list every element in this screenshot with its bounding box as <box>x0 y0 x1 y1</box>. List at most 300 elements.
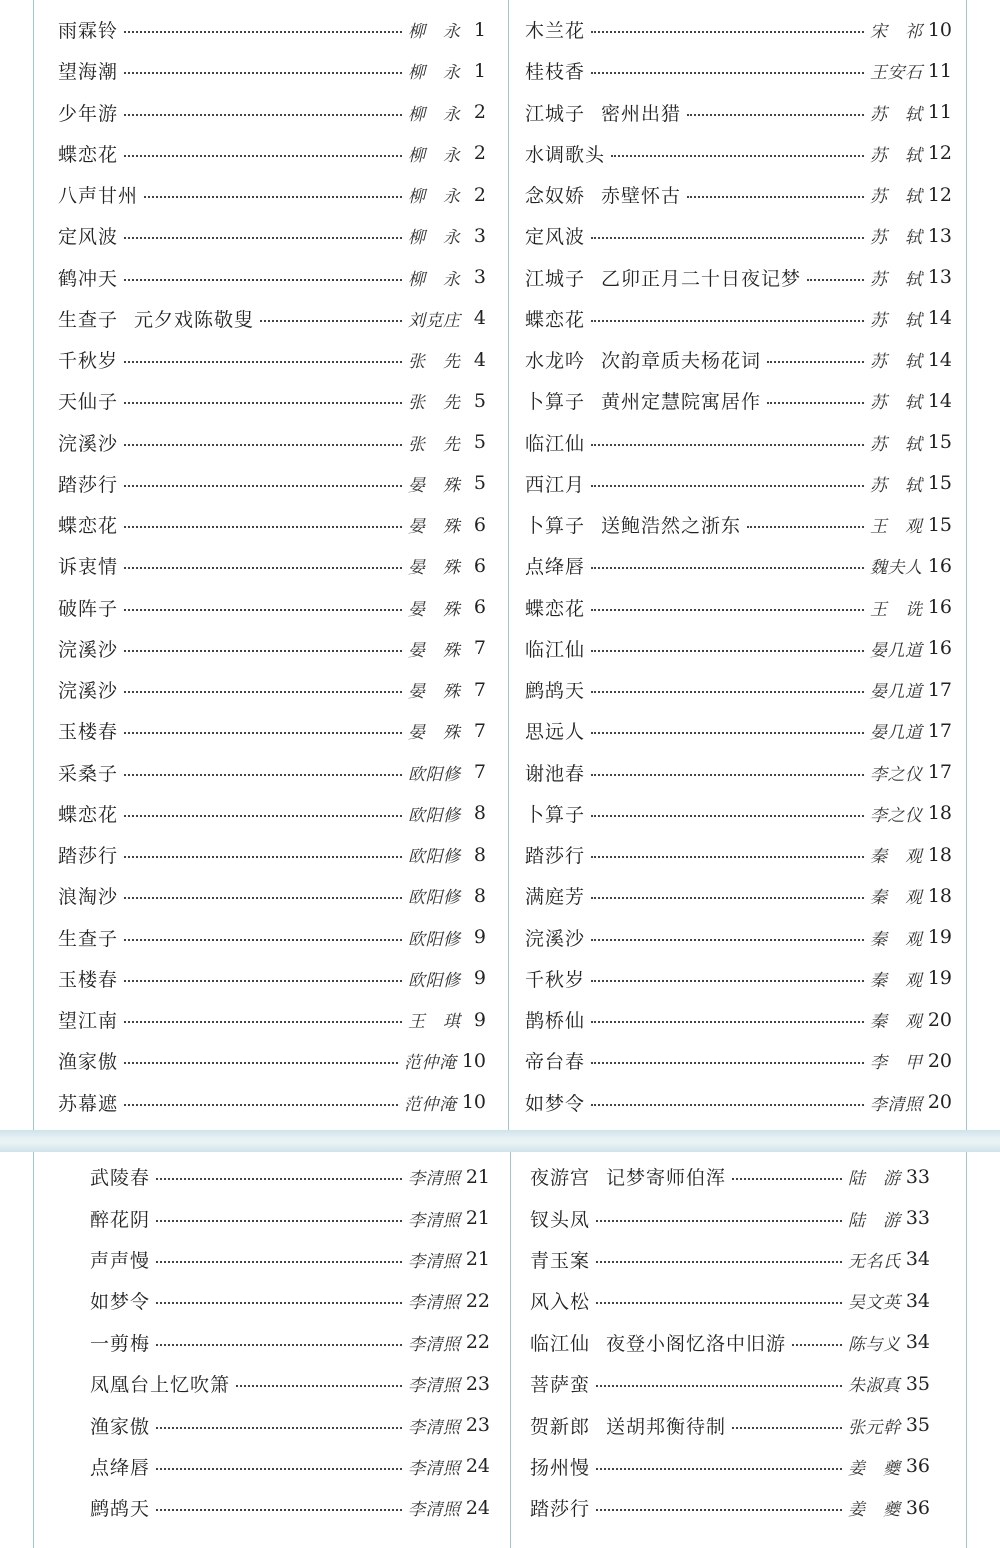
entry-page-number: 19 <box>927 967 952 990</box>
entry-title <box>525 759 585 786</box>
toc-entry <box>525 834 952 875</box>
toc-entry <box>58 793 486 834</box>
toc-entry <box>525 504 952 545</box>
entry-page-number: 10 <box>927 18 952 41</box>
dot-leader <box>807 260 864 281</box>
dot-leader <box>591 53 864 74</box>
entry-author: 秦 观 <box>870 888 922 909</box>
entry-author: 陆 游 <box>848 1169 900 1190</box>
entry-author: 李清照 <box>408 1458 460 1479</box>
entry-title <box>530 1494 590 1521</box>
toc-entry <box>90 1363 490 1404</box>
toc-entry <box>58 545 486 586</box>
entry-page-number: 36 <box>905 1496 930 1519</box>
toc-entry <box>58 257 486 298</box>
entry-title-text: 蝶恋花 <box>525 308 586 331</box>
entry-page-number: 6 <box>473 554 486 577</box>
dot-leader <box>124 53 402 74</box>
dot-leader <box>591 301 864 322</box>
toc-entry <box>525 174 952 215</box>
dot-leader <box>732 1408 842 1429</box>
dot-leader <box>591 1085 864 1106</box>
entry-title <box>58 635 118 662</box>
entry-author: 吴文英 <box>848 1293 900 1314</box>
entry-title <box>58 264 118 291</box>
entry-page-number: 10 <box>461 1049 486 1072</box>
toc-column-right <box>525 9 952 1123</box>
dot-leader <box>591 672 864 693</box>
entry-title <box>525 387 761 414</box>
entry-page-number: 23 <box>465 1414 490 1437</box>
dot-leader <box>124 1043 398 1064</box>
entry-title <box>58 511 118 538</box>
entry-title-text: 临江仙 <box>525 432 586 455</box>
entry-title <box>58 800 118 827</box>
dot-leader <box>591 796 864 817</box>
dot-leader <box>596 1201 842 1222</box>
toc-entry <box>90 1156 490 1197</box>
entry-title <box>525 717 585 744</box>
entry-title <box>58 346 118 373</box>
entry-author: 朱淑真 <box>848 1376 900 1397</box>
toc-entry <box>530 1239 930 1280</box>
entry-title-text: 思远人 <box>525 721 586 744</box>
entry-author: 晏几道 <box>870 682 922 703</box>
entry-title-text: 念奴娇 <box>525 185 586 208</box>
toc-entry <box>525 628 952 669</box>
toc-entry <box>530 1280 930 1321</box>
entry-subtitle: 密州出猎 <box>601 102 682 125</box>
entry-title-text: 千秋岁 <box>58 350 119 373</box>
entry-page-number: 5 <box>473 472 486 495</box>
entry-author: 秦 观 <box>870 929 922 950</box>
entry-title <box>525 882 585 909</box>
entry-page-number: 6 <box>473 513 486 536</box>
entry-page-number: 7 <box>473 637 486 660</box>
entry-author: 刘克庄 <box>408 310 460 331</box>
toc-entry <box>530 1156 930 1197</box>
entry-author: 晏 殊 <box>408 640 460 661</box>
dot-leader <box>747 507 864 528</box>
entry-title-text: 浣溪沙 <box>525 927 586 950</box>
entry-title-text: 临江仙 <box>530 1332 591 1355</box>
dot-leader <box>124 920 402 941</box>
entry-author: 苏 轼 <box>870 475 922 496</box>
toc-entry <box>58 298 486 339</box>
dot-leader <box>124 1085 398 1106</box>
entry-page-number: 20 <box>927 1008 952 1031</box>
entry-author: 李 甲 <box>870 1053 922 1074</box>
entry-author: 姜 夔 <box>848 1500 900 1521</box>
entry-subtitle: 送鲍浩然之浙东 <box>601 515 742 538</box>
entry-page-number: 34 <box>905 1289 930 1312</box>
dot-leader <box>596 1366 842 1387</box>
entry-title <box>58 759 118 786</box>
entry-title <box>58 181 138 208</box>
toc-entry <box>530 1404 930 1445</box>
entry-title <box>525 800 585 827</box>
toc-entry <box>525 215 952 256</box>
entry-author: 苏 轼 <box>870 434 922 455</box>
entry-page-number: 22 <box>465 1331 490 1354</box>
toc-entry <box>58 958 486 999</box>
dot-leader <box>124 260 402 281</box>
entry-page-number: 22 <box>465 1289 490 1312</box>
entry-page-number: 8 <box>473 884 486 907</box>
toc-entry <box>525 587 952 628</box>
toc-entry <box>530 1322 930 1363</box>
page-separator <box>0 1130 1000 1152</box>
entry-author: 秦 观 <box>870 1012 922 1033</box>
entry-title <box>58 140 118 167</box>
toc-entry <box>58 875 486 916</box>
toc-entry <box>90 1322 490 1363</box>
entry-title-text: 水龙吟 <box>525 350 586 373</box>
entry-page-number: 15 <box>927 472 952 495</box>
dot-leader <box>591 920 864 941</box>
entry-author: 张 先 <box>408 352 460 373</box>
entry-title-text: 蝶恋花 <box>525 597 586 620</box>
toc-entry <box>525 298 952 339</box>
entry-title-text: 江城子 <box>525 267 586 290</box>
dot-leader <box>767 342 864 363</box>
entry-title-text: 定风波 <box>525 226 586 249</box>
toc-entry <box>58 999 486 1040</box>
dot-leader <box>124 342 402 363</box>
entry-title <box>90 1205 150 1232</box>
toc-entry <box>58 422 486 463</box>
entry-author: 李清照 <box>408 1210 460 1231</box>
entry-page-number: 3 <box>473 266 486 289</box>
entry-page-number: 9 <box>473 926 486 949</box>
entry-author: 张 先 <box>408 434 460 455</box>
entry-title <box>90 1412 150 1439</box>
toc-column-left <box>90 1156 490 1529</box>
entry-title-text: 鹧鸪天 <box>90 1498 151 1521</box>
entry-title <box>525 140 605 167</box>
entry-page-number: 5 <box>473 431 486 454</box>
dot-leader <box>124 12 402 33</box>
entry-author: 欧阳修 <box>408 970 460 991</box>
toc-entry <box>58 463 486 504</box>
entry-page-number: 14 <box>927 348 952 371</box>
entry-title-text: 菩萨蛮 <box>530 1374 591 1397</box>
entry-title-text: 醉花阴 <box>90 1208 151 1231</box>
entry-title <box>525 99 681 126</box>
entry-subtitle: 送胡邦衡待制 <box>606 1415 727 1438</box>
entry-page-number: 12 <box>927 142 952 165</box>
entry-title-text: 点绛唇 <box>525 556 586 579</box>
entry-title <box>525 965 585 992</box>
dot-leader <box>156 1242 402 1263</box>
entry-author: 柳 永 <box>408 187 460 208</box>
entry-title-text: 千秋岁 <box>525 968 586 991</box>
entry-title-text: 八声甘州 <box>58 185 139 208</box>
toc-entry <box>58 380 486 421</box>
dot-leader <box>156 1449 402 1470</box>
dot-leader <box>591 631 864 652</box>
entry-author: 秦 观 <box>870 970 922 991</box>
entry-author: 欧阳修 <box>408 764 460 785</box>
entry-title-text: 诉衷情 <box>58 556 119 579</box>
entry-title-text: 望江南 <box>58 1010 119 1033</box>
entry-author: 陆 游 <box>848 1210 900 1231</box>
entry-page-number: 17 <box>927 719 952 742</box>
entry-author: 秦 观 <box>870 847 922 868</box>
entry-title <box>58 924 118 951</box>
dot-leader <box>124 425 402 446</box>
entry-author: 苏 轼 <box>870 187 922 208</box>
entry-author: 李清照 <box>408 1417 460 1438</box>
toc-entry <box>525 133 952 174</box>
entry-page-number: 10 <box>461 1091 486 1114</box>
entry-title <box>58 1089 118 1116</box>
entry-title <box>90 1370 230 1397</box>
entry-author: 欧阳修 <box>408 888 460 909</box>
entry-title <box>58 965 118 992</box>
entry-title-text: 少年游 <box>58 102 119 125</box>
toc-entry <box>58 628 486 669</box>
dot-leader <box>124 631 402 652</box>
entry-subtitle: 元夕戏陈敬叟 <box>134 308 255 331</box>
entry-title <box>58 1047 118 1074</box>
entry-title <box>525 305 585 332</box>
entry-author: 欧阳修 <box>408 847 460 868</box>
toc-entry <box>530 1487 930 1528</box>
dot-leader <box>591 590 864 611</box>
dot-leader <box>591 1043 864 1064</box>
entry-author: 李清照 <box>408 1251 460 1272</box>
entry-title <box>525 924 585 951</box>
toc-entry <box>525 50 952 91</box>
entry-title <box>58 470 118 497</box>
dot-leader <box>596 1449 842 1470</box>
entry-author: 晏 殊 <box>408 558 460 579</box>
entry-title-text: 钗头凤 <box>530 1208 591 1231</box>
toc-entry <box>58 1040 486 1081</box>
entry-author: 魏夫人 <box>870 558 922 579</box>
toc-entry <box>58 752 486 793</box>
entry-title-text: 临江仙 <box>525 638 586 661</box>
toc-entry <box>525 917 952 958</box>
entry-author: 晏 殊 <box>408 682 460 703</box>
entry-page-number: 7 <box>473 678 486 701</box>
toc-entry <box>58 92 486 133</box>
toc-entry <box>58 834 486 875</box>
entry-title <box>530 1287 590 1314</box>
dot-leader <box>687 177 864 198</box>
entry-title-text: 破阵子 <box>58 597 119 620</box>
entry-title-text: 踏莎行 <box>525 845 586 868</box>
entry-subtitle: 赤壁怀古 <box>601 185 682 208</box>
right-margin-line <box>966 0 967 1130</box>
entry-title <box>58 16 118 43</box>
entry-page-number: 9 <box>473 1008 486 1031</box>
entry-author: 晏 殊 <box>408 723 460 744</box>
toc-entry <box>90 1280 490 1321</box>
entry-page-number: 20 <box>927 1091 952 1114</box>
toc-entry <box>525 958 952 999</box>
dot-leader <box>124 796 402 817</box>
entry-author: 王安石 <box>870 63 922 84</box>
entry-author: 苏 轼 <box>870 228 922 249</box>
entry-title-text: 渔家傲 <box>58 1051 119 1074</box>
toc-entry <box>58 339 486 380</box>
dot-leader <box>124 878 402 899</box>
entry-page-number: 8 <box>473 802 486 825</box>
column-divider <box>510 1152 511 1548</box>
entry-author: 苏 轼 <box>870 269 922 290</box>
entry-title-text: 一剪梅 <box>90 1332 151 1355</box>
toc-entry <box>525 752 952 793</box>
dot-leader <box>124 466 402 487</box>
entry-title <box>58 676 118 703</box>
entry-page-number: 33 <box>905 1165 930 1188</box>
entry-title-text: 点绛唇 <box>90 1456 151 1479</box>
entry-title-text: 贺新郎 <box>530 1415 591 1438</box>
toc-entry <box>525 710 952 751</box>
entry-title <box>530 1453 590 1480</box>
entry-title-text: 浣溪沙 <box>58 680 119 703</box>
entry-author: 范仲淹 <box>404 1053 456 1074</box>
entry-author: 柳 永 <box>408 228 460 249</box>
entry-page-number: 15 <box>927 431 952 454</box>
entry-author: 柳 永 <box>408 22 460 43</box>
entry-title-text: 江城子 <box>525 102 586 125</box>
entry-page-number: 2 <box>473 142 486 165</box>
entry-subtitle: 黄州定慧院寓居作 <box>601 391 762 414</box>
entry-page-number: 18 <box>927 884 952 907</box>
dot-leader <box>124 507 402 528</box>
entry-page-number: 34 <box>905 1331 930 1354</box>
toc-entry <box>58 133 486 174</box>
entry-page-number: 35 <box>905 1372 930 1395</box>
toc-entry <box>525 9 952 50</box>
entry-title <box>58 882 118 909</box>
dot-leader <box>236 1366 402 1387</box>
entry-title <box>525 1047 585 1074</box>
entry-title <box>525 594 585 621</box>
entry-page-number: 21 <box>465 1248 490 1271</box>
entry-title <box>525 470 585 497</box>
entry-title <box>525 346 761 373</box>
entry-title-text: 帝台春 <box>525 1051 586 1074</box>
entry-title-text: 踏莎行 <box>58 473 119 496</box>
entry-title <box>530 1370 590 1397</box>
entry-author: 欧阳修 <box>408 805 460 826</box>
entry-page-number: 12 <box>927 183 952 206</box>
entry-page-number: 34 <box>905 1248 930 1271</box>
entry-page-number: 35 <box>905 1414 930 1437</box>
entry-title-text: 望海潮 <box>58 61 119 84</box>
entry-page-number: 8 <box>473 843 486 866</box>
entry-title <box>530 1163 726 1190</box>
toc-entry <box>525 339 952 380</box>
dot-leader <box>124 136 402 157</box>
entry-author: 苏 轼 <box>870 310 922 331</box>
entry-page-number: 1 <box>473 18 486 41</box>
toc-entry <box>525 1040 952 1081</box>
entry-title <box>525 264 801 291</box>
entry-page-number: 18 <box>927 843 952 866</box>
dot-leader <box>260 301 402 322</box>
entry-author: 苏 轼 <box>870 104 922 125</box>
dot-leader <box>124 590 402 611</box>
entry-author: 晏几道 <box>870 640 922 661</box>
toc-column-right <box>530 1156 930 1529</box>
entry-title <box>58 552 118 579</box>
entry-author: 李清照 <box>408 1293 460 1314</box>
entry-title <box>90 1329 150 1356</box>
entry-page-number: 3 <box>473 224 486 247</box>
entry-title-text: 蝶恋花 <box>58 515 119 538</box>
entry-page-number: 2 <box>473 183 486 206</box>
entry-title-text: 水调歌头 <box>525 143 606 166</box>
toc-entry <box>58 669 486 710</box>
entry-title <box>525 16 585 43</box>
entry-subtitle: 夜登小阁忆洛中旧游 <box>606 1332 787 1355</box>
dot-leader <box>156 1408 402 1429</box>
entry-title-text: 如梦令 <box>90 1291 151 1314</box>
entry-title-text: 雨霖铃 <box>58 20 119 43</box>
entry-title <box>525 181 681 208</box>
dot-leader <box>596 1490 842 1511</box>
dot-leader <box>156 1490 402 1511</box>
dot-leader <box>156 1283 402 1304</box>
entry-title-text: 西江月 <box>525 473 586 496</box>
entry-page-number: 16 <box>927 637 952 660</box>
dot-leader <box>687 95 864 116</box>
dot-leader <box>124 383 402 404</box>
entry-page-number: 24 <box>465 1455 490 1478</box>
entry-page-number: 24 <box>465 1496 490 1519</box>
entry-author: 李清照 <box>870 1094 922 1115</box>
toc-entry <box>90 1404 490 1445</box>
entry-author: 晏 殊 <box>408 475 460 496</box>
entry-author: 李清照 <box>408 1376 460 1397</box>
entry-title-text: 风入松 <box>530 1291 591 1314</box>
dot-leader <box>591 878 864 899</box>
entry-page-number: 21 <box>465 1165 490 1188</box>
dot-leader <box>767 383 864 404</box>
dot-leader <box>591 837 864 858</box>
entry-subtitle: 次韵章质夫杨花词 <box>601 350 762 373</box>
entry-title <box>90 1494 150 1521</box>
toc-entry <box>525 999 952 1040</box>
entry-title <box>58 841 118 868</box>
entry-title-text: 凤凰台上忆吹箫 <box>90 1374 231 1397</box>
entry-title <box>525 57 585 84</box>
toc-entry <box>90 1197 490 1238</box>
entry-title <box>58 429 118 456</box>
entry-title-text: 玉楼春 <box>58 721 119 744</box>
entry-title <box>58 57 118 84</box>
entry-title <box>90 1453 150 1480</box>
dot-leader <box>591 755 864 776</box>
dot-leader <box>124 95 402 116</box>
entry-author: 李之仪 <box>870 764 922 785</box>
entry-title <box>525 635 585 662</box>
toc-entry <box>525 463 952 504</box>
entry-author: 欧阳修 <box>408 929 460 950</box>
entry-title-text: 蝶恋花 <box>58 143 119 166</box>
entry-page-number: 16 <box>927 554 952 577</box>
dot-leader <box>144 177 402 198</box>
entry-title-text: 苏幕遮 <box>58 1092 119 1115</box>
dot-leader <box>591 425 864 446</box>
entry-page-number: 15 <box>927 513 952 536</box>
toc-entry <box>525 793 952 834</box>
